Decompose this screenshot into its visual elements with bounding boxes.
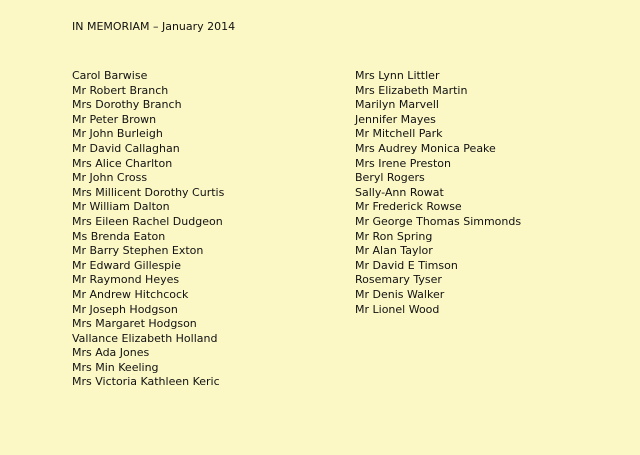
name-entry: Mr John Cross [72, 171, 148, 185]
name-entry: Mr David E Timson [355, 258, 458, 272]
name-entry: Mr Denis Walker [355, 287, 445, 301]
name-entry: Vallance Elizabeth Holland [72, 331, 218, 345]
name-entry: Mr William Dalton [72, 200, 170, 214]
name-entry: Mr Frederick Rowse [355, 200, 462, 214]
name-entry: Mrs Margaret Hodgson [72, 317, 197, 331]
name-entry: Mr Mitchell Park [355, 127, 443, 141]
name-entry: Rosemary Tyser [355, 273, 442, 287]
name-entry: Mr Andrew Hitchcock [72, 287, 189, 301]
name-entry: Mrs Min Keeling [72, 360, 159, 374]
name-entry: Ms Brenda Eaton [72, 229, 166, 243]
name-entry: Mr Raymond Heyes [72, 273, 180, 287]
name-entry: Mr Ron Spring [355, 229, 433, 243]
name-entry: Mr Lionel Wood [355, 302, 440, 316]
name-entry: Mrs Ada Jones [72, 346, 150, 360]
name-entry: Mrs Dorothy Branch [72, 98, 182, 112]
name-entry: Mr Peter Brown [72, 112, 157, 126]
name-entry: Mr Joseph Hodgson [72, 302, 178, 316]
name-entry: Mr Robert Branch [72, 83, 169, 97]
name-entry: Mrs Audrey Monica Peake [355, 141, 496, 155]
name-entry: Mr Alan Taylor [355, 244, 433, 258]
name-entry: Mrs Victoria Kathleen Keric [72, 375, 220, 389]
name-entry: Mrs Lynn Littler [355, 69, 440, 82]
name-entry: Mrs Millicent Dorothy Curtis [72, 185, 225, 199]
name-entry: Marilyn Marvell [355, 98, 439, 112]
name-entry: Mr John Burleigh [72, 127, 163, 141]
name-entry: Mrs Irene Preston [355, 156, 452, 170]
name-entry: Mrs Eileen Rachel Dudgeon [72, 214, 223, 228]
name-entry: Mr Edward Gillespie [72, 258, 181, 272]
page-title: IN MEMORIAM – January 2014 [72, 20, 236, 33]
name-entry: Mrs Alice Charlton [72, 156, 173, 170]
name-entry: Mrs Elizabeth Martin [355, 83, 468, 97]
names-list-left [72, 69, 224, 390]
name-entry: Carol Barwise [72, 69, 148, 82]
name-entry: Mr George Thomas Simmonds [355, 214, 522, 228]
name-entry: Mr David Callaghan [72, 141, 180, 155]
name-entry: Beryl Rogers [355, 171, 425, 185]
name-entry: Sally-Ann Rowat [355, 185, 444, 199]
name-entry: Mr Barry Stephen Exton [72, 244, 204, 258]
name-entry: Jennifer Mayes [355, 112, 436, 126]
names-list-right [355, 69, 521, 317]
